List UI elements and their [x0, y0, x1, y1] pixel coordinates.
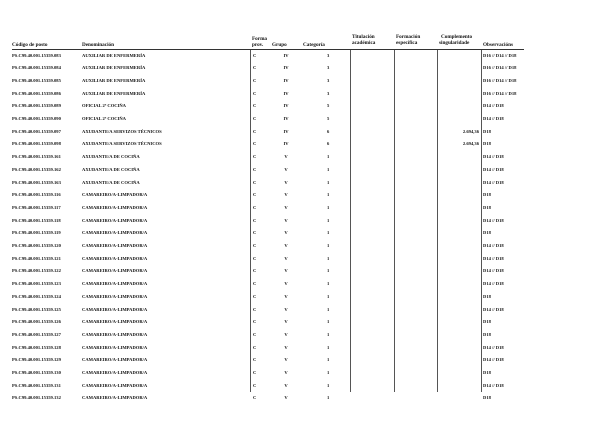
header-formacion-line1: Formación — [396, 34, 421, 40]
cell-codigo: PS.C99.40.001.15359.129 — [12, 357, 61, 363]
cell-grupo: V — [284, 243, 288, 248]
cell-categoria: 5 — [327, 103, 330, 109]
cell-observacions: D14 // D18 — [483, 255, 504, 261]
cell-denominacion: AXUDANTE/A DE COCIÑA — [82, 179, 140, 185]
cell-forma: C — [253, 192, 257, 198]
cell-forma: C — [253, 370, 257, 375]
cell-observacions: D14 // D18 — [483, 103, 504, 109]
cell-observacions: D18 — [483, 141, 491, 147]
cell-denominacion: CAMAREIRO/A-LIMPADOR/A — [82, 230, 148, 236]
table-row — [0, 383, 615, 396]
cell-categoria: 1 — [327, 192, 330, 198]
cell-denominacion: AUXILIAR DE ENFERMERÍA — [82, 65, 146, 71]
cell-codigo: PS.C99.40.001.15359.120 — [12, 243, 61, 248]
cell-grupo: V — [284, 192, 288, 198]
table-row — [0, 116, 615, 129]
cell-categoria: 1 — [327, 179, 330, 185]
table-row — [0, 281, 615, 294]
cell-grupo: V — [284, 395, 288, 401]
cell-denominacion: CAMAREIRO/A-LIMPADOR/A — [82, 255, 148, 261]
cell-codigo: PS.C99.40.001.15359.090 — [12, 116, 61, 121]
cell-grupo: V — [284, 382, 288, 388]
cell-codigo: PS.C99.40.001.15359.089 — [12, 103, 61, 109]
cell-categoria: 1 — [327, 306, 330, 312]
cell-denominacion: AXUDANTE/A DE COCIÑA — [82, 166, 140, 172]
cell-denominacion: AXUDANTE/A DE COCIÑA — [82, 154, 140, 160]
cell-categoria: 3 — [327, 90, 330, 96]
cell-denominacion: OFICIAL 2ª COCIÑA — [82, 116, 127, 121]
cell-codigo: PS.C99.40.001.15359.098 — [12, 141, 61, 147]
cell-observacions: D18 — [483, 331, 491, 337]
table-row — [0, 65, 615, 78]
cell-grupo: V — [284, 154, 288, 160]
cell-forma: C — [253, 154, 257, 160]
table-row — [0, 345, 615, 358]
table-row — [0, 268, 615, 281]
cell-grupo: IV — [283, 65, 289, 71]
cell-observacions: D14 // D18 — [483, 179, 504, 185]
cell-codigo: PS.C99.40.001.15359.123 — [12, 281, 61, 287]
cell-observacions: D18 — [483, 204, 491, 210]
cell-observacions: D14 // D18 — [483, 268, 504, 274]
cell-codigo: PS.C99.40.001.15359.127 — [12, 331, 61, 337]
cell-observacions: D14 // D18 — [483, 116, 504, 121]
table-row — [0, 205, 615, 218]
cell-denominacion: CAMAREIRO/A-LIMPADOR/A — [82, 243, 148, 248]
cell-codigo: PS.C99.40.001.15359.117 — [12, 204, 61, 210]
cell-forma: C — [253, 166, 257, 172]
table-row — [0, 141, 615, 154]
cell-categoria: 1 — [327, 281, 330, 287]
cell-observacions: D16 // D14 // D18 — [483, 77, 517, 83]
cell-forma: C — [253, 204, 257, 210]
cell-denominacion: AUXILIAR DE ENFERMERÍA — [82, 90, 146, 96]
cell-observacions: D18 — [483, 128, 491, 134]
cell-observacions: D16 // D14 // D18 — [483, 52, 517, 58]
cell-grupo: V — [284, 357, 288, 363]
cell-observacions: D14 // D18 — [483, 243, 504, 248]
cell-forma: C — [253, 255, 257, 261]
table-row — [0, 332, 615, 345]
cell-categoria: 1 — [327, 293, 330, 299]
cell-denominacion: CAMAREIRO/A-LIMPADOR/A — [82, 293, 148, 299]
cell-grupo: V — [284, 293, 288, 299]
cell-complemento: 2.694,36 — [462, 128, 479, 134]
cell-forma: C — [253, 319, 257, 325]
cell-observacions: D14 // D18 — [483, 154, 504, 160]
cell-denominacion: CAMAREIRO/A-LIMPADOR/A — [82, 217, 148, 223]
cell-denominacion: CAMAREIRO/A-LIMPADOR/A — [82, 331, 148, 337]
cell-observacions: D16 // D14 // D18 — [483, 65, 517, 71]
cell-observacions: D18 — [483, 319, 491, 325]
cell-categoria: 1 — [327, 243, 330, 248]
header-complemento-line1: Complemento — [441, 34, 473, 40]
table-row — [0, 192, 615, 205]
cell-observacions: D18 — [483, 370, 491, 375]
cell-observacions: D14 // D18 — [483, 281, 504, 287]
cell-codigo: PS.C99.40.001.15359.131 — [12, 382, 61, 388]
cell-forma: C — [253, 128, 257, 134]
cell-categoria: 3 — [327, 52, 330, 58]
header-forma-line2: prov. — [252, 42, 264, 48]
cell-forma: C — [253, 268, 257, 274]
cell-grupo: IV — [283, 116, 289, 121]
cell-observacions: D14 // D18 — [483, 382, 504, 388]
cell-forma: C — [253, 103, 257, 109]
table-row — [0, 78, 615, 91]
cell-denominacion: CAMAREIRO/A-LIMPADOR/A — [82, 204, 148, 210]
cell-forma: C — [253, 116, 257, 121]
cell-forma: C — [253, 293, 257, 299]
cell-categoria: 1 — [327, 319, 330, 325]
cell-grupo: IV — [283, 52, 289, 58]
cell-categoria: 1 — [327, 268, 330, 274]
cell-forma: C — [253, 306, 257, 312]
cell-observacions: D18 — [483, 293, 491, 299]
cell-categoria: 6 — [327, 128, 330, 134]
cell-denominacion: CAMAREIRO/A-LIMPADOR/A — [82, 306, 148, 312]
cell-forma: C — [253, 331, 257, 337]
cell-observacions: D14 // D18 — [483, 344, 504, 350]
cell-categoria: 1 — [327, 166, 330, 172]
cell-grupo: V — [284, 344, 288, 350]
cell-denominacion: CAMAREIRO/A-LIMPADOR/A — [82, 357, 148, 363]
cell-codigo: PS.C99.40.001.15359.084 — [12, 65, 61, 71]
cell-categoria: 1 — [327, 331, 330, 337]
cell-denominacion: CAMAREIRO/A-LIMPADOR/A — [82, 192, 148, 198]
table-row — [0, 307, 615, 320]
table-row — [0, 319, 615, 332]
table-row — [0, 256, 615, 269]
cell-categoria: 1 — [327, 204, 330, 210]
cell-forma: C — [253, 90, 257, 96]
header-forma-line1: Forma — [252, 36, 267, 42]
cell-grupo: IV — [283, 90, 289, 96]
cell-grupo: V — [284, 204, 288, 210]
cell-denominacion: CAMAREIRO/A-LIMPADOR/A — [82, 344, 148, 350]
header-titulacion-line1: Titulación — [352, 34, 375, 40]
table-row — [0, 395, 615, 408]
cell-observacions: D14 // D18 — [483, 166, 504, 172]
cell-codigo: PS.C99.40.001.15359.130 — [12, 370, 61, 375]
cell-forma: C — [253, 395, 257, 401]
cell-categoria: 5 — [327, 116, 330, 121]
table-row — [0, 53, 615, 66]
table-row — [0, 103, 615, 116]
cell-categoria: 3 — [327, 77, 330, 83]
header-codigo: Código de posto — [12, 42, 48, 48]
table-row — [0, 91, 615, 104]
cell-observacions: D18 — [483, 230, 491, 236]
cell-forma: C — [253, 77, 257, 83]
cell-categoria: 1 — [327, 255, 330, 261]
cell-categoria: 6 — [327, 141, 330, 147]
table-row — [0, 154, 615, 167]
cell-grupo: V — [284, 370, 288, 375]
cell-complemento: 2.694,36 — [462, 141, 479, 147]
cell-denominacion: CAMAREIRO/A-LIMPADOR/A — [82, 281, 148, 287]
cell-categoria: 1 — [327, 382, 330, 388]
table-row — [0, 167, 615, 180]
cell-denominacion: CAMAREIRO/A-LIMPADOR/A — [82, 268, 148, 274]
cell-observacions: D16 // D14 // D18 — [483, 90, 517, 96]
cell-grupo: V — [284, 268, 288, 274]
cell-observacions: D14 // D18 — [483, 306, 504, 312]
cell-forma: C — [253, 382, 257, 388]
header-categoria: Categoría — [303, 42, 325, 48]
cell-codigo: PS.C99.40.001.15359.132 — [12, 395, 61, 401]
cell-grupo: V — [284, 179, 288, 185]
table-row — [0, 129, 615, 142]
cell-forma: C — [253, 52, 257, 58]
cell-codigo: PS.C99.40.001.15359.116 — [12, 192, 61, 198]
header-complemento-line2: singularidade — [439, 40, 470, 46]
cell-grupo: V — [284, 217, 288, 223]
table-row — [0, 230, 615, 243]
cell-codigo: PS.C99.40.001.15359.119 — [12, 230, 61, 236]
cell-codigo: PS.C99.40.001.15359.125 — [12, 306, 61, 312]
header-denominacion: Denominación — [82, 42, 114, 48]
cell-grupo: V — [284, 306, 288, 312]
cell-categoria: 1 — [327, 344, 330, 350]
cell-codigo: PS.C99.40.001.15359.128 — [12, 344, 61, 350]
cell-forma: C — [253, 141, 257, 147]
cell-observacions: D18 — [483, 192, 491, 198]
cell-denominacion: CAMAREIRO/A-LIMPADOR/A — [82, 370, 148, 375]
cell-grupo: V — [284, 255, 288, 261]
cell-forma: C — [253, 65, 257, 71]
cell-observacions: D14 // D18 — [483, 357, 504, 363]
cell-denominacion: AXUDANTE/A SERVIZOS TÉCNICOS — [82, 141, 162, 147]
cell-grupo: IV — [283, 77, 289, 83]
header-formacion-line2: específica — [396, 40, 418, 46]
cell-grupo: IV — [283, 103, 289, 109]
cell-codigo: PS.C99.40.001.15359.122 — [12, 268, 61, 274]
cell-codigo: PS.C99.40.001.15359.162 — [12, 166, 61, 172]
cell-codigo: PS.C99.40.001.15359.097 — [12, 128, 61, 134]
cell-denominacion: OFICIAL 2ª COCIÑA — [82, 103, 127, 109]
cell-denominacion: AUXILIAR DE ENFERMERÍA — [82, 77, 146, 83]
cell-categoria: 1 — [327, 370, 330, 375]
table-row — [0, 180, 615, 193]
cell-codigo: PS.C99.40.001.15359.085 — [12, 77, 61, 83]
cell-codigo: PS.C99.40.001.15359.163 — [12, 179, 61, 185]
cell-denominacion: AUXILIAR DE ENFERMERÍA — [82, 52, 146, 58]
cell-denominacion: AXUDANTE/A SERVIZOS TÉCNICOS — [82, 128, 162, 134]
cell-grupo: V — [284, 281, 288, 287]
cell-forma: C — [253, 230, 257, 236]
cell-categoria: 3 — [327, 65, 330, 71]
cell-codigo: PS.C99.40.001.15359.086 — [12, 90, 61, 96]
header-divider — [12, 49, 524, 50]
cell-codigo: PS.C99.40.001.15359.121 — [12, 255, 61, 261]
cell-grupo: V — [284, 230, 288, 236]
table-row — [0, 243, 615, 256]
cell-forma: C — [253, 217, 257, 223]
header-observacions: Observacións — [483, 42, 513, 48]
cell-categoria: 1 — [327, 217, 330, 223]
header-grupo: Grupo — [272, 42, 287, 48]
cell-categoria: 1 — [327, 395, 330, 401]
cell-forma: C — [253, 281, 257, 287]
table-row — [0, 357, 615, 370]
table-row — [0, 370, 615, 383]
cell-codigo: PS.C99.40.001.15359.161 — [12, 154, 61, 160]
cell-grupo: IV — [283, 128, 289, 134]
header-titulacion-line2: académica — [352, 40, 376, 46]
cell-codigo: PS.C99.40.001.15359.126 — [12, 319, 61, 325]
cell-denominacion: CAMAREIRO/A-LIMPADOR/A — [82, 395, 148, 401]
cell-forma: C — [253, 243, 257, 248]
cell-forma: C — [253, 179, 257, 185]
cell-grupo: V — [284, 166, 288, 172]
cell-codigo: PS.C99.40.001.15359.118 — [12, 217, 61, 223]
cell-denominacion: CAMAREIRO/A-LIMPADOR/A — [82, 319, 148, 325]
cell-observacions: D14 // D18 — [483, 217, 504, 223]
cell-categoria: 1 — [327, 230, 330, 236]
cell-codigo: PS.C99.40.001.15359.124 — [12, 293, 61, 299]
cell-grupo: IV — [283, 141, 289, 147]
table-row — [0, 218, 615, 231]
cell-forma: C — [253, 357, 257, 363]
cell-observacions: D18 — [483, 395, 491, 401]
cell-forma: C — [253, 344, 257, 350]
cell-categoria: 1 — [327, 357, 330, 363]
cell-grupo: V — [284, 331, 288, 337]
cell-categoria: 1 — [327, 154, 330, 160]
cell-grupo: V — [284, 319, 288, 325]
table-row — [0, 294, 615, 307]
cell-codigo: PS.C99.40.001.15359.083 — [12, 52, 61, 58]
cell-denominacion: CAMAREIRO/A-LIMPADOR/A — [82, 382, 148, 388]
